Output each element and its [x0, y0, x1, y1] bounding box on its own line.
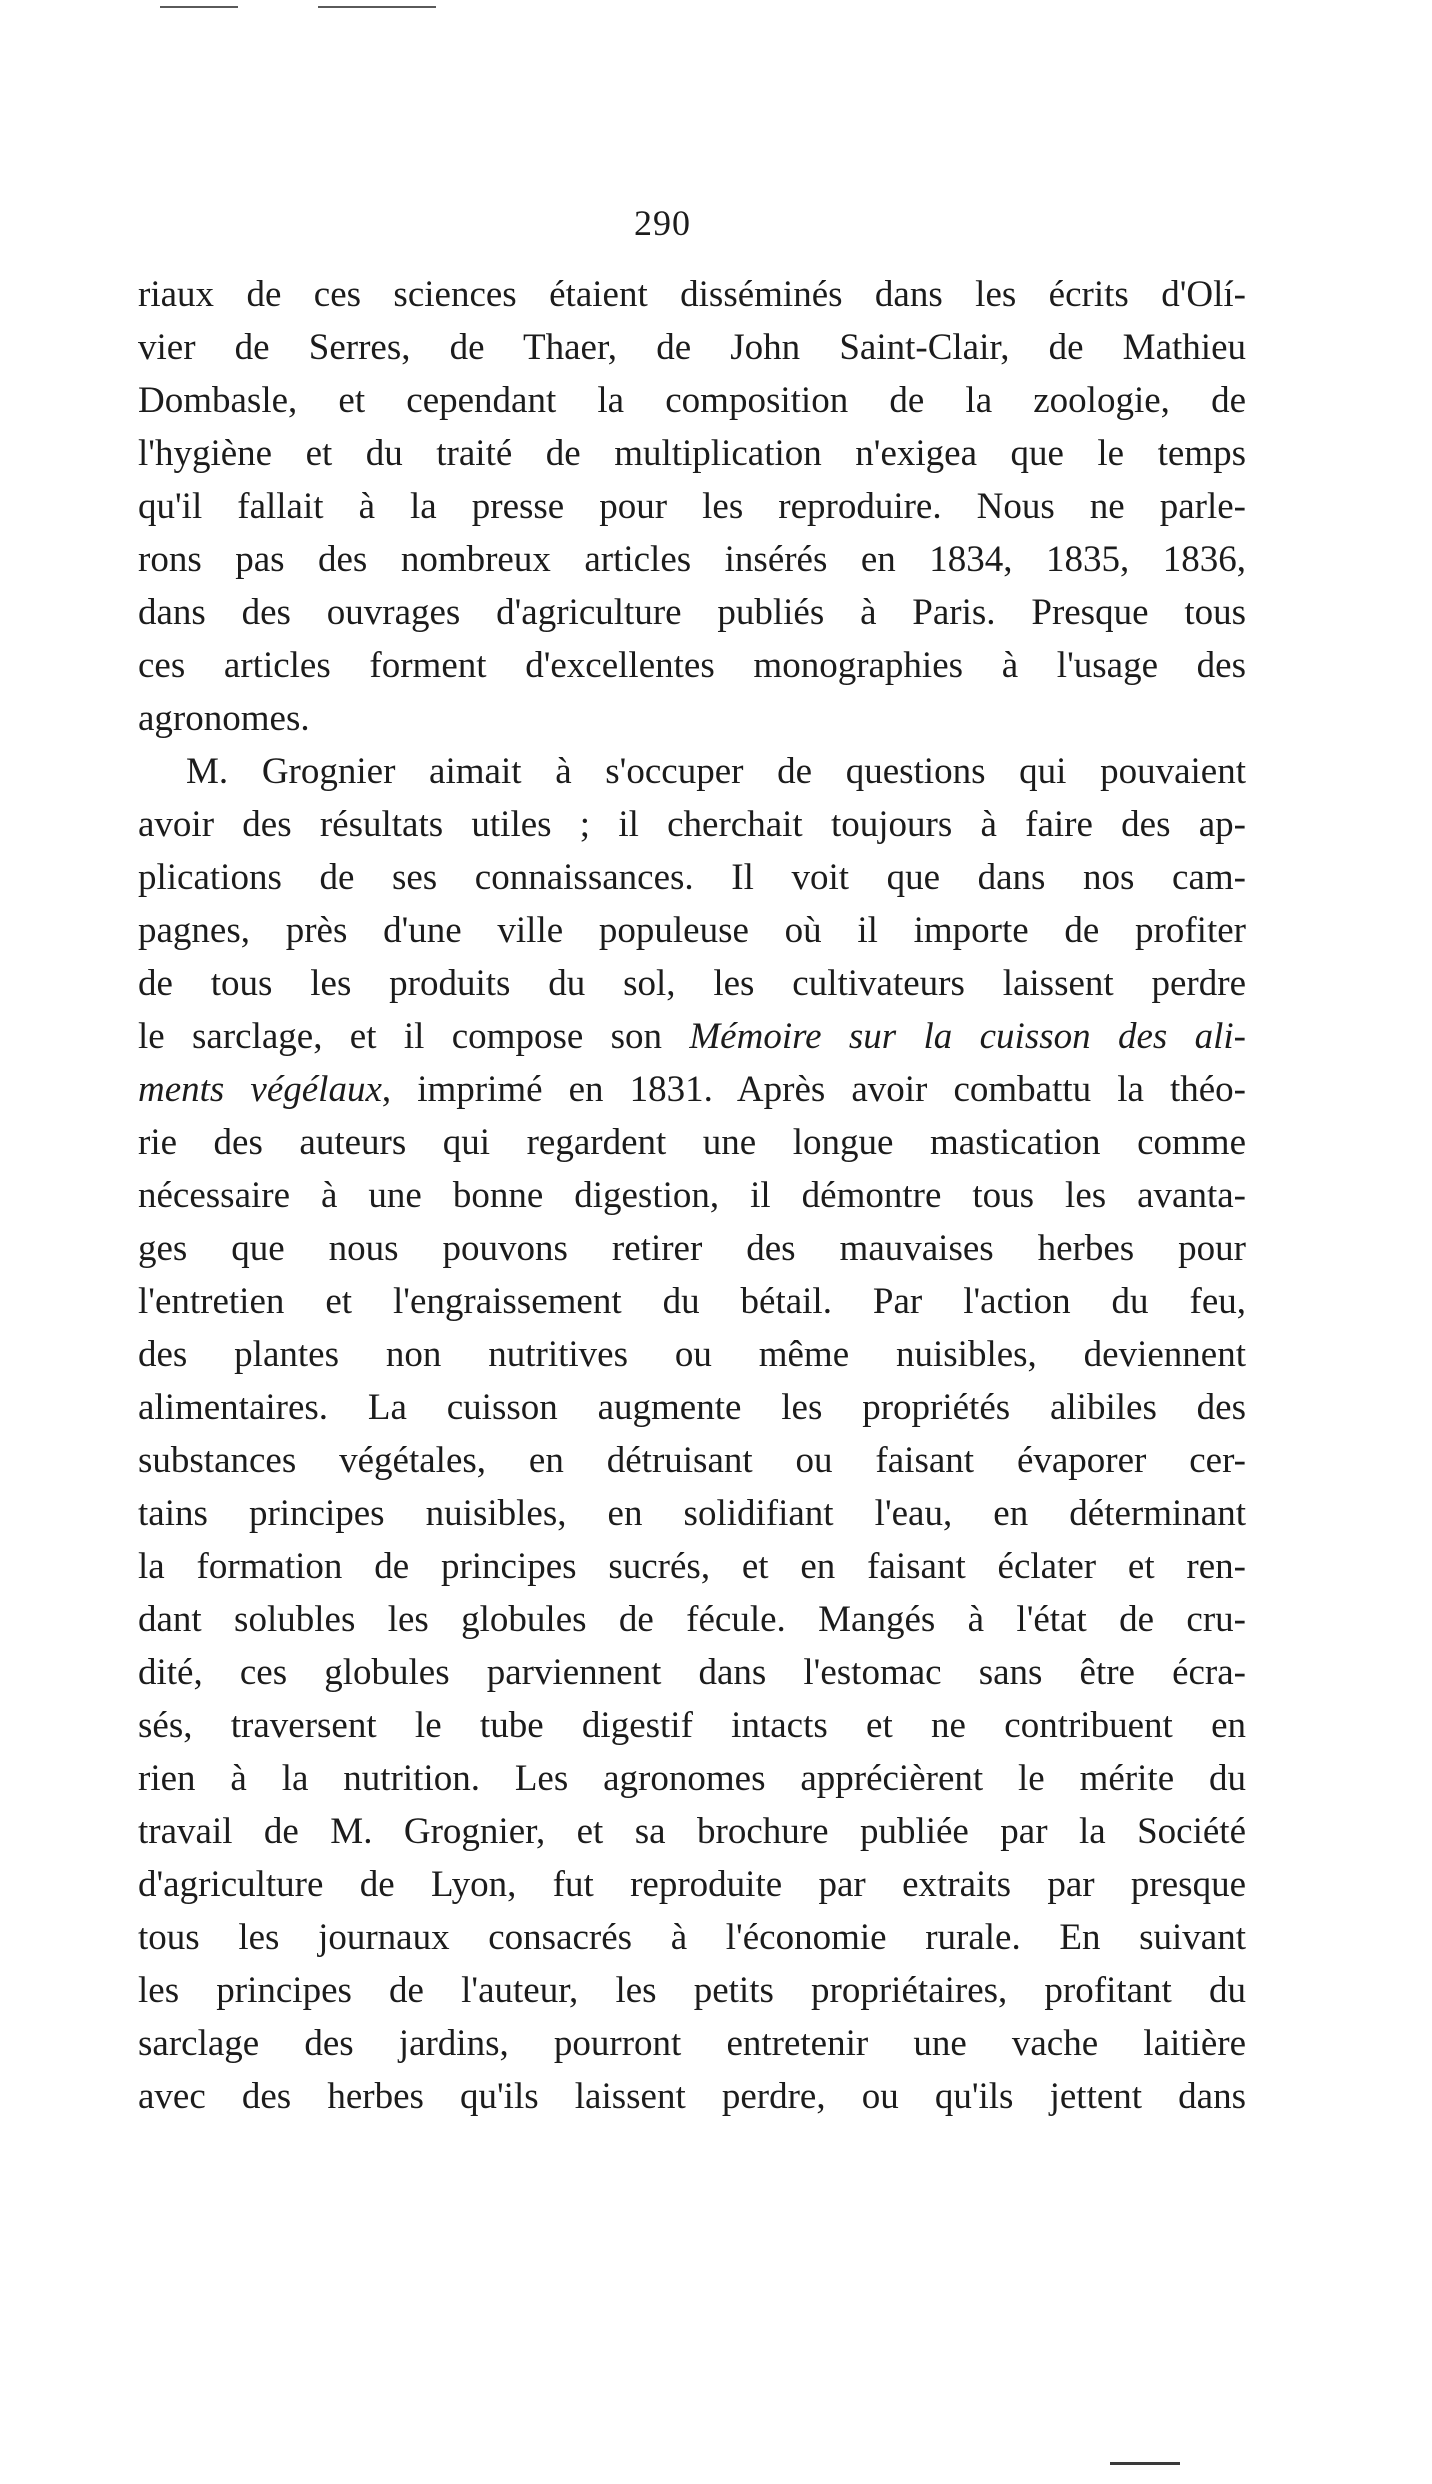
- text-line: avoir des résultats utiles ; il cherchait toujours à faire des ap-: [138, 804, 1246, 845]
- text-line: nécessaire à une bonne digestion, il démontre tous les avanta-: [138, 1175, 1246, 1216]
- text-line: d'agriculture de Lyon, fut reproduite par extraits par presque: [138, 1864, 1246, 1905]
- text-line: rien à la nutrition. Les agronomes apprécièrent le mérite du: [138, 1758, 1246, 1799]
- text-line: de tous les produits du sol, les cultivateurs laissent perdre: [138, 963, 1246, 1004]
- text-line: dité, ces globules parviennent dans l'estomac sans être écra-: [138, 1652, 1246, 1693]
- text-line: sés, traversent le tube digestif intacts et ne contribuent en: [138, 1705, 1246, 1746]
- text-line: Dombasle, et cependant la composition de la zoologie, de: [138, 380, 1246, 421]
- text-line: dans des ouvrages d'agriculture publiés à Paris. Presque tous: [138, 592, 1246, 633]
- memoir-title-part: Mémoire sur la cuisson des ali-: [689, 1016, 1246, 1057]
- text-line: dant solubles les globules de fécule. Mangés à l'état de cru-: [138, 1599, 1246, 1640]
- text-line: sarclage des jardins, pourront entretenir une vache laitière: [138, 2023, 1246, 2064]
- text-segment: , imprimé en 1831. Après avoir combattu la théo-: [381, 1069, 1246, 1110]
- text-line: [138, 1063, 1246, 1116]
- body-text: [138, 268, 1246, 2123]
- top-edge-rule: [160, 6, 238, 8]
- text-line: rie des auteurs qui regardent une longue mastication comme: [138, 1122, 1246, 1163]
- text-line: ces articles forment d'excellentes monographies à l'usage des: [138, 645, 1246, 686]
- text-line: [138, 1010, 1246, 1063]
- text-line: avec des herbes qu'ils laissent perdre, ou qu'ils jettent dans: [138, 2076, 1246, 2117]
- text-line: substances végétales, en détruisant ou faisant évaporer cer-: [138, 1440, 1246, 1481]
- text-line: ges que nous pouvons retirer des mauvaises herbes pour: [138, 1228, 1246, 1269]
- text-line: tains principes nuisibles, en solidifiant l'eau, en déterminant: [138, 1493, 1246, 1534]
- text-line: qu'il fallait à la presse pour les reproduire. Nous ne parle-: [138, 486, 1246, 527]
- text-line: travail de M. Grognier, et sa brochure publiée par la Société: [138, 1811, 1246, 1852]
- text-line: les principes de l'auteur, les petits propriétaires, profitant du: [138, 1970, 1246, 2011]
- text-line: la formation de principes sucrés, et en faisant éclater et ren-: [138, 1546, 1246, 1587]
- text-line: riaux de ces sciences étaient disséminés dans les écrits d'Olí-: [138, 274, 1246, 315]
- text-line: l'hygiène et du traité de multiplication n'exigea que le temps: [138, 433, 1246, 474]
- text-line: alimentaires. La cuisson augmente les propriétés alibiles des: [138, 1387, 1246, 1428]
- text-line: agronomes.: [138, 698, 310, 739]
- text-line: l'entretien et l'engraissement du bétail. Par l'action du feu,: [138, 1281, 1246, 1322]
- memoir-title-part: ments végélaux: [138, 1069, 382, 1110]
- text-line: vier de Serres, de Thaer, de John Saint-Clair, de Mathieu: [138, 327, 1246, 368]
- text-line: plications de ses connaissances. Il voit que dans nos cam-: [138, 857, 1246, 898]
- text-line: des plantes non nutritives ou même nuisibles, deviennent: [138, 1334, 1246, 1375]
- text-line: pagnes, près d'une ville populeuse où il importe de profiter: [138, 910, 1246, 951]
- text-line: rons pas des nombreux articles insérés en 1834, 1835, 1836,: [138, 539, 1246, 580]
- paragraph-start-line: M. Grognier aimait à s'occuper de questions qui pouvaient: [186, 751, 1246, 792]
- page-number: 290: [634, 203, 691, 243]
- text-segment: le sarclage, et il compose son: [138, 1016, 663, 1057]
- top-edge-rule: [318, 6, 436, 8]
- text-line: tous les journaux consacrés à l'économie rurale. En suivant: [138, 1917, 1246, 1958]
- bottom-edge-mark: [1110, 2462, 1180, 2465]
